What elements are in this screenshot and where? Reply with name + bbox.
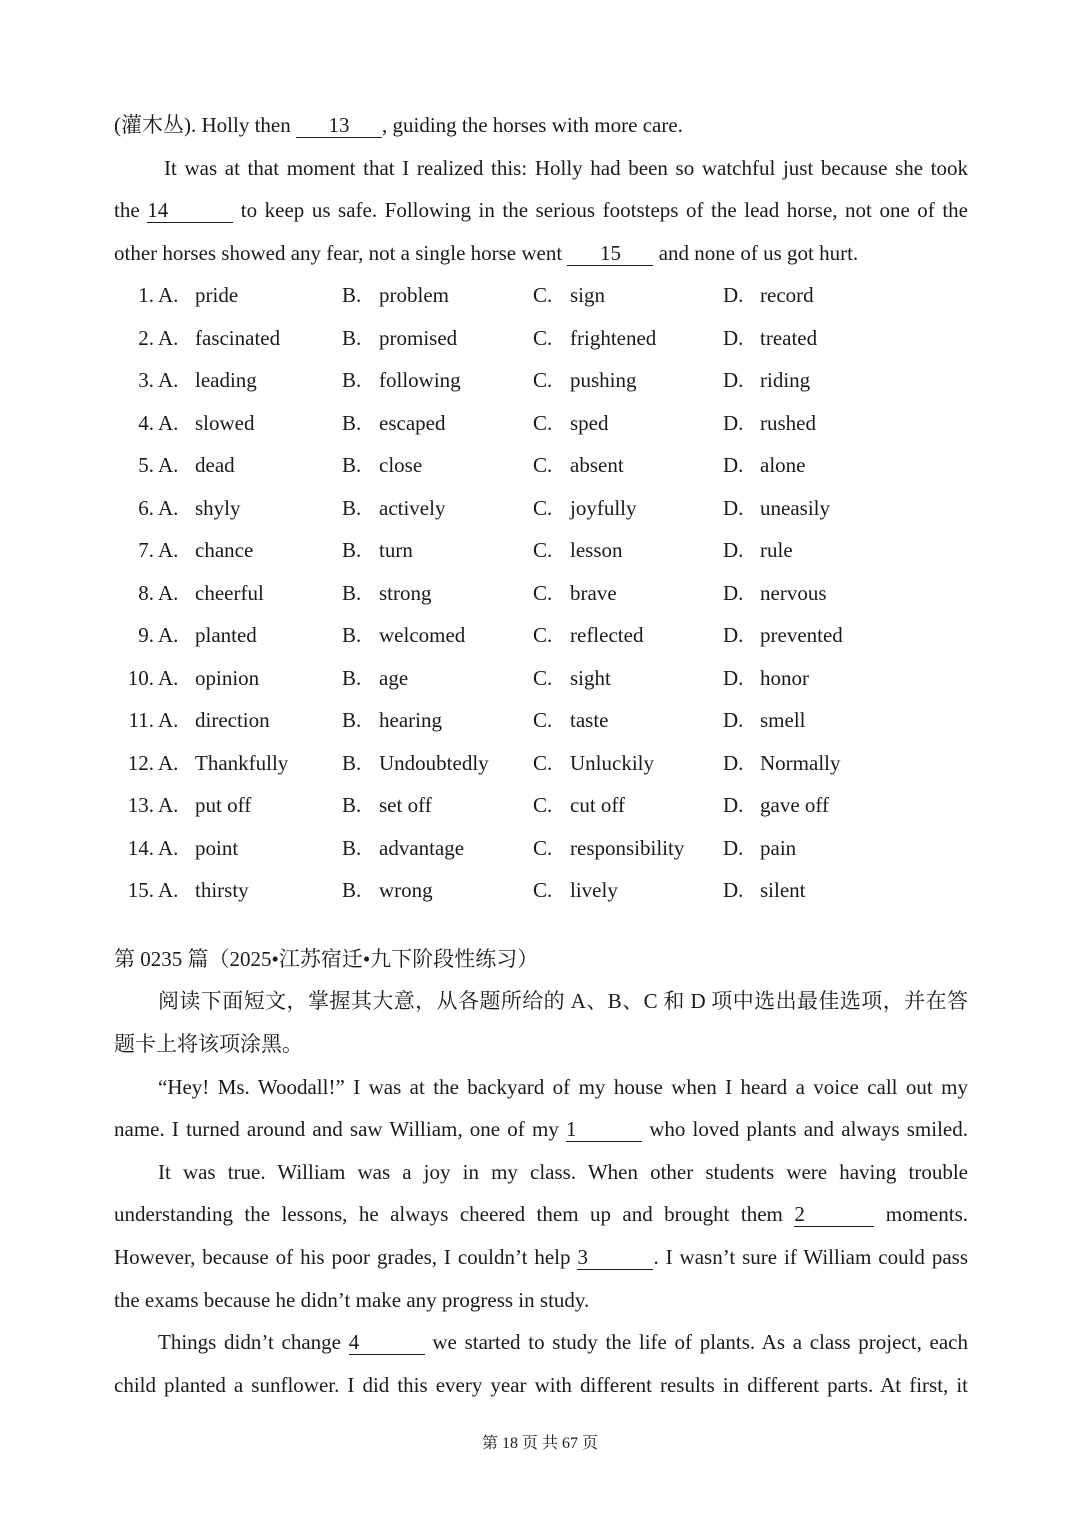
option-c <box>533 450 624 480</box>
option-b <box>342 408 445 438</box>
option-letter: D. <box>723 623 744 647</box>
option-text: Normally <box>760 750 841 775</box>
option-b <box>342 280 449 310</box>
option-letter: C. <box>533 708 553 732</box>
question-number: 1. <box>138 283 154 307</box>
passage-line: It was true. William was a joy in my class. When other students were having trouble <box>158 1160 968 1184</box>
option-text: rule <box>760 538 793 562</box>
option-letter: B. <box>342 793 362 817</box>
option-text: Unluckily <box>570 750 654 775</box>
option-letter: A. <box>158 665 179 690</box>
option-a <box>158 748 288 778</box>
option-letter: B. <box>342 410 362 435</box>
option-c <box>533 493 637 523</box>
option-text: problem <box>379 283 449 307</box>
option-letter: A. <box>158 325 179 350</box>
option-b <box>342 833 464 863</box>
option-c <box>533 748 654 778</box>
option-c <box>533 705 608 735</box>
passage-line <box>114 1199 968 1229</box>
question-number: 2. <box>138 325 154 350</box>
option-letter: D. <box>723 580 744 605</box>
option-text: planted <box>195 623 257 647</box>
option-letter: B. <box>342 325 362 350</box>
option-text: close <box>379 453 423 477</box>
option-letter: C. <box>533 538 553 562</box>
option-letter: C. <box>533 623 553 647</box>
text: , guiding the horses with more care. <box>381 113 683 137</box>
option-text: pride <box>195 283 239 307</box>
option-b <box>342 450 422 480</box>
text: the <box>114 198 148 222</box>
option-c <box>533 875 618 905</box>
question-number: 9. <box>138 623 154 647</box>
answer-blank: 3 <box>577 1245 653 1270</box>
option-text: frightened <box>570 325 657 350</box>
option-text: strong <box>379 580 432 605</box>
text: (灌木丛). Holly then <box>114 113 296 137</box>
option-text: following <box>379 368 461 392</box>
option-letter: B. <box>342 283 362 307</box>
option-text: treated <box>760 325 818 350</box>
option-text: cut off <box>570 793 626 817</box>
option-text: taste <box>570 708 609 732</box>
option-text: pain <box>760 835 797 860</box>
option-text: opinion <box>195 665 260 690</box>
option-letter: D. <box>723 495 744 520</box>
option-b <box>342 748 489 778</box>
option-letter: D. <box>723 325 744 350</box>
option-text: joyfully <box>570 495 637 520</box>
option-d <box>723 833 796 863</box>
option-text: welcomed <box>379 623 466 647</box>
option-letter: C. <box>533 665 553 690</box>
option-d <box>723 705 806 735</box>
option-d <box>723 493 830 523</box>
option-text: put off <box>195 793 252 817</box>
option-row <box>114 790 974 820</box>
option-letter: A. <box>158 410 179 435</box>
text: other horses showed any fear, not a single horse went <box>114 241 568 265</box>
option-text: thirsty <box>195 878 249 902</box>
option-letter: A. <box>158 750 179 775</box>
passage-line <box>114 1114 968 1144</box>
option-text: smell <box>760 708 806 732</box>
passage-line <box>114 110 968 140</box>
option-text: promised <box>379 325 458 350</box>
option-d <box>723 323 817 353</box>
option-b <box>342 578 432 608</box>
option-b <box>342 323 457 353</box>
option-a <box>158 875 249 905</box>
answer-blank: 13 <box>296 113 382 138</box>
option-text: Undoubtedly <box>379 750 489 775</box>
option-row <box>114 705 974 735</box>
option-a <box>158 365 257 395</box>
option-c <box>533 620 643 650</box>
option-a <box>158 663 259 693</box>
page-footer: 第 18 页 共 67 页 <box>481 1435 598 1452</box>
option-row <box>114 578 974 608</box>
option-letter: C. <box>533 793 553 817</box>
option-a <box>158 705 270 735</box>
option-letter: B. <box>342 623 362 647</box>
passage-line: the exams because he didn’t make any progress in study. <box>114 1288 590 1312</box>
question-number: 3. <box>138 368 154 392</box>
passage-line <box>158 1327 968 1357</box>
option-letter: D. <box>723 750 744 775</box>
option-letter: B. <box>342 538 362 562</box>
option-row <box>114 663 974 693</box>
option-text: wrong <box>379 878 433 902</box>
option-letter: B. <box>342 878 362 902</box>
option-a <box>158 280 238 310</box>
option-c <box>533 365 637 395</box>
option-letter: A. <box>158 283 179 307</box>
answer-blank: 1 <box>566 1117 642 1142</box>
option-letter: C. <box>533 835 553 860</box>
question-number: 10. <box>127 665 154 690</box>
option-d <box>723 408 816 438</box>
option-d <box>723 620 843 650</box>
option-letter: D. <box>723 368 744 392</box>
question-number: 15. <box>127 878 154 902</box>
option-text: record <box>760 283 814 307</box>
option-letter: A. <box>158 835 179 860</box>
option-letter: C. <box>533 878 553 902</box>
option-row <box>114 748 974 778</box>
option-letter: B. <box>342 750 362 775</box>
text: name. I turned around and saw William, one of my <box>114 1117 567 1141</box>
option-text: uneasily <box>760 495 830 520</box>
section-title: 第 0235 篇（2025•江苏宿迁•九下阶段性练习） <box>114 947 539 971</box>
option-d <box>723 875 806 905</box>
question-number: 12. <box>127 750 154 775</box>
option-row <box>114 280 974 310</box>
option-text: chance <box>195 538 254 562</box>
text: and none of us got hurt. <box>653 241 859 265</box>
option-text: brave <box>570 580 617 605</box>
option-d <box>723 790 829 820</box>
option-letter: A. <box>158 495 179 520</box>
option-a <box>158 323 280 353</box>
option-a <box>158 408 255 438</box>
option-letter: D. <box>723 878 744 902</box>
option-text: responsibility <box>570 835 685 860</box>
passage-line <box>114 238 968 268</box>
option-row <box>114 535 974 565</box>
answer-blank: 15 <box>567 241 653 266</box>
option-a <box>158 620 257 650</box>
option-text: lesson <box>570 538 623 562</box>
question-number: 14. <box>127 835 154 860</box>
option-b <box>342 663 408 693</box>
option-text: sped <box>570 410 609 435</box>
text: Things didn’t change <box>158 1330 349 1354</box>
option-text: pushing <box>570 368 637 392</box>
option-a <box>158 790 251 820</box>
option-text: fascinated <box>195 325 281 350</box>
option-text: age <box>379 665 409 690</box>
question-number: 4. <box>138 410 154 435</box>
question-number: 5. <box>138 453 154 477</box>
question-number: 11. <box>128 708 154 732</box>
option-d <box>723 578 827 608</box>
question-number: 8. <box>138 580 154 605</box>
passage-line <box>114 195 968 225</box>
option-b <box>342 790 432 820</box>
option-row <box>114 365 974 395</box>
option-d <box>723 663 809 693</box>
option-letter: B. <box>342 665 362 690</box>
option-letter: D. <box>723 410 744 435</box>
option-row <box>114 323 974 353</box>
option-text: lively <box>570 878 618 902</box>
option-text: advantage <box>379 835 465 860</box>
option-b <box>342 875 433 905</box>
answer-blank: 14 <box>147 198 233 223</box>
option-a <box>158 833 238 863</box>
option-letter: D. <box>723 708 744 732</box>
option-letter: C. <box>533 283 553 307</box>
option-letter: D. <box>723 453 744 477</box>
option-text: point <box>195 835 239 860</box>
question-number: 13. <box>127 793 154 817</box>
text: moments. <box>874 1202 969 1226</box>
option-letter: D. <box>723 793 744 817</box>
option-a <box>158 450 235 480</box>
option-c <box>533 833 684 863</box>
option-text: rushed <box>760 410 816 435</box>
option-row <box>114 450 974 480</box>
passage-line: child planted a sunflower. I did this every year with different results in different parts. At first, it <box>114 1373 968 1397</box>
option-b <box>342 620 465 650</box>
option-row <box>114 875 974 905</box>
option-a <box>158 535 253 565</box>
option-text: turn <box>379 538 413 562</box>
option-text: gave off <box>760 793 829 817</box>
option-letter: D. <box>723 283 744 307</box>
option-letter: A. <box>158 538 179 562</box>
passage-line: “Hey! Ms. Woodall!” I was at the backyard of my house when I heard a voice call out my <box>158 1075 968 1099</box>
option-c <box>533 408 609 438</box>
option-letter: B. <box>342 453 362 477</box>
answer-blank: 2 <box>794 1202 874 1227</box>
option-b <box>342 705 442 735</box>
option-text: nervous <box>760 580 827 605</box>
option-letter: A. <box>158 453 179 477</box>
option-letter: A. <box>158 580 179 605</box>
option-text: sign <box>570 283 606 307</box>
option-row <box>114 408 974 438</box>
option-text: reflected <box>570 623 644 647</box>
option-c <box>533 790 625 820</box>
option-letter: A. <box>158 368 179 392</box>
option-d <box>723 450 805 480</box>
option-c <box>533 323 656 353</box>
question-number: 7. <box>138 538 154 562</box>
option-c <box>533 578 617 608</box>
option-text: shyly <box>195 495 241 520</box>
option-d <box>723 535 793 565</box>
option-row <box>114 833 974 863</box>
option-a <box>158 493 241 523</box>
text: we started to study the life of plants. As a class project, each <box>424 1330 968 1354</box>
option-c <box>533 280 605 310</box>
option-letter: C. <box>533 750 553 775</box>
option-letter: C. <box>533 495 553 520</box>
option-text: hearing <box>379 708 442 732</box>
option-b <box>342 493 445 523</box>
option-letter: C. <box>533 410 553 435</box>
question-number: 6. <box>138 495 154 520</box>
option-text: Thankfully <box>195 750 289 775</box>
option-text: direction <box>195 708 270 732</box>
option-d <box>723 748 840 778</box>
option-letter: B. <box>342 835 362 860</box>
option-text: honor <box>760 665 809 690</box>
option-text: alone <box>760 453 806 477</box>
passage-line <box>114 1242 968 1272</box>
option-text: set off <box>379 793 432 817</box>
option-letter: D. <box>723 538 744 562</box>
option-a <box>158 578 264 608</box>
option-text: dead <box>195 453 235 477</box>
option-letter: B. <box>342 580 362 605</box>
instruction-line: 题卡上将该项涂黑。 <box>114 1032 303 1056</box>
option-d <box>723 365 810 395</box>
option-text: absent <box>570 453 624 477</box>
option-row <box>114 620 974 650</box>
option-text: riding <box>760 368 811 392</box>
option-letter: C. <box>533 325 553 350</box>
option-d <box>723 280 814 310</box>
option-b <box>342 365 461 395</box>
option-letter: A. <box>158 878 179 902</box>
option-c <box>533 535 623 565</box>
instruction-line: 阅读下面短文，掌握其大意，从各题所给的 A、B、C 和 D 项中选出最佳选项，并在答 <box>158 989 968 1013</box>
option-text: leading <box>195 368 257 392</box>
option-letter: A. <box>158 708 179 732</box>
text: to keep us safe. Following in the serious footsteps of the lead horse, not one of the <box>233 198 968 222</box>
option-letter: A. <box>158 793 179 817</box>
option-letter: B. <box>342 495 362 520</box>
text: However, because of his poor grades, I couldn’t help <box>114 1245 578 1269</box>
option-letter: D. <box>723 835 744 860</box>
option-text: cheerful <box>195 580 264 605</box>
option-text: prevented <box>760 623 843 647</box>
option-letter: B. <box>342 368 362 392</box>
option-letter: C. <box>533 453 553 477</box>
text: who loved plants and always smiled. <box>642 1117 968 1141</box>
option-text: slowed <box>195 410 255 435</box>
option-letter: A. <box>158 623 179 647</box>
option-c <box>533 663 611 693</box>
option-text: sight <box>570 665 611 690</box>
answer-blank: 4 <box>349 1330 425 1355</box>
option-letter: C. <box>533 368 553 392</box>
option-text: silent <box>760 878 806 902</box>
option-letter: B. <box>342 708 362 732</box>
option-b <box>342 535 413 565</box>
option-text: actively <box>379 495 446 520</box>
option-row <box>114 493 974 523</box>
passage-line: It was at that moment that I realized this: Holly had been so watchful just because she took <box>164 156 968 180</box>
option-letter: D. <box>723 665 744 690</box>
option-letter: C. <box>533 580 553 605</box>
option-text: escaped <box>379 410 446 435</box>
text: understanding the lessons, he always cheered them up and brought them <box>114 1202 795 1226</box>
text: . I wasn’t sure if William could pass <box>653 1245 968 1269</box>
